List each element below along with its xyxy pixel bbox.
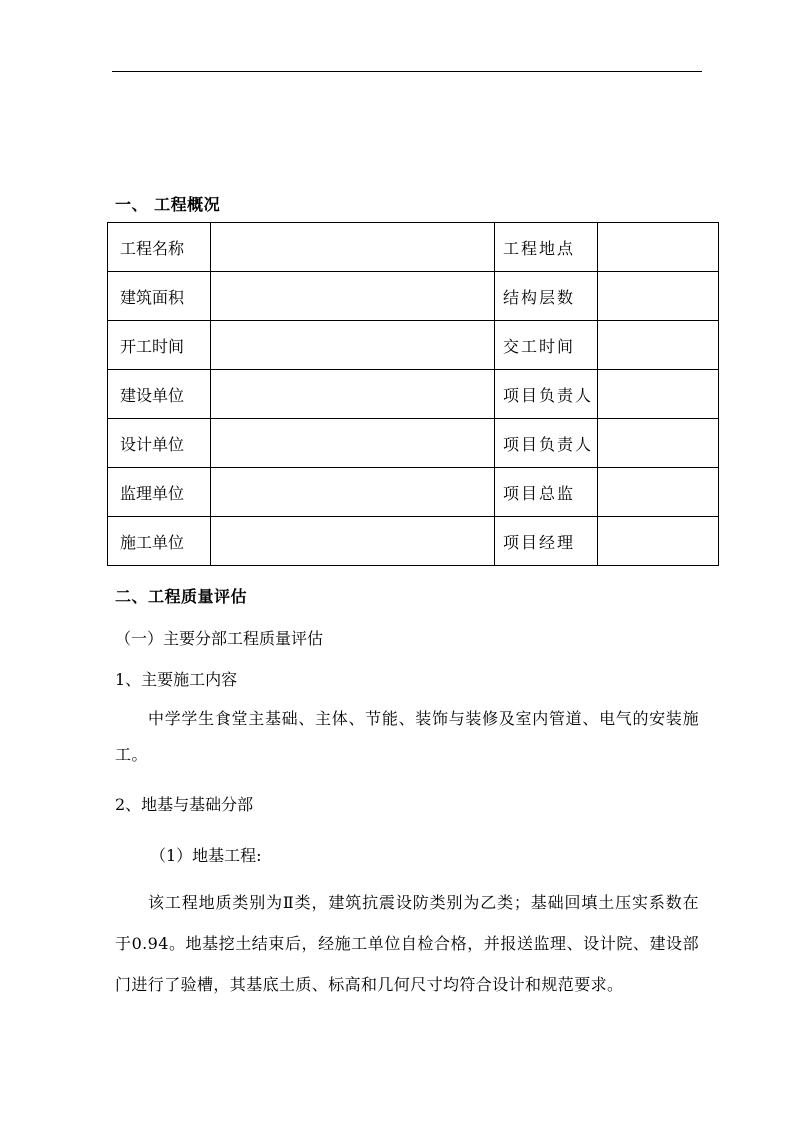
row-value	[211, 370, 495, 419]
section2-heading: 二、工程质量评估	[115, 587, 248, 606]
row-value-2	[598, 517, 719, 566]
row-label-2: 项目负责人	[495, 370, 598, 419]
item2-heading: 2、地基与基础分部	[115, 795, 254, 814]
row-value-2	[598, 272, 719, 321]
row-value	[211, 223, 495, 272]
item1-heading: 1、主要施工内容	[115, 670, 238, 689]
table-row	[108, 517, 719, 566]
row-label-2: 项目负责人	[495, 419, 598, 468]
row-value	[211, 419, 495, 468]
row-label: 施工单位	[108, 517, 211, 566]
row-value-2	[598, 419, 719, 468]
row-label-2: 项目总监	[495, 468, 598, 517]
row-value-2	[598, 468, 719, 517]
project-info-table	[107, 222, 719, 566]
row-value	[211, 468, 495, 517]
row-label: 建设单位	[108, 370, 211, 419]
table-row	[108, 370, 719, 419]
item2-subheading: （1）地基工程:	[150, 846, 262, 865]
row-label: 设计单位	[108, 419, 211, 468]
item2-paragraph: 该工程地质类别为Ⅱ类，建筑抗震设防类别为乙类；基础回填土压实系数在于0.94。地基挖土结束后，经施工单位自检合格，并报送监理、设计院、建设部门进行了验槽，其基底土质、标高和几何尺寸均符合设计和规范要求。	[115, 893, 699, 994]
table-row	[108, 272, 719, 321]
row-label-2: 结构层数	[495, 272, 598, 321]
row-value	[211, 517, 495, 566]
table-row	[108, 468, 719, 517]
row-value-2	[598, 321, 719, 370]
row-label: 工程名称	[108, 223, 211, 272]
row-value	[211, 321, 495, 370]
table-row	[108, 223, 719, 272]
row-value-2	[598, 370, 719, 419]
row-label-2: 交工时间	[495, 321, 598, 370]
row-value	[211, 272, 495, 321]
subsection-heading: （一）主要分部工程质量评估	[115, 629, 324, 648]
item1-paragraph: 中学学生食堂主基础、主体、节能、装饰与装修及室内管道、电气的安装施工。	[115, 709, 699, 764]
table-row	[108, 419, 719, 468]
table-row	[108, 321, 719, 370]
row-label-2: 工程地点	[495, 223, 598, 272]
row-value-2	[598, 223, 719, 272]
section1-heading: 一、 工程概况	[115, 195, 221, 214]
row-label: 建筑面积	[108, 272, 211, 321]
row-label-2: 项目经理	[495, 517, 598, 566]
row-label: 监理单位	[108, 468, 211, 517]
row-label: 开工时间	[108, 321, 211, 370]
header-rule	[112, 71, 702, 72]
